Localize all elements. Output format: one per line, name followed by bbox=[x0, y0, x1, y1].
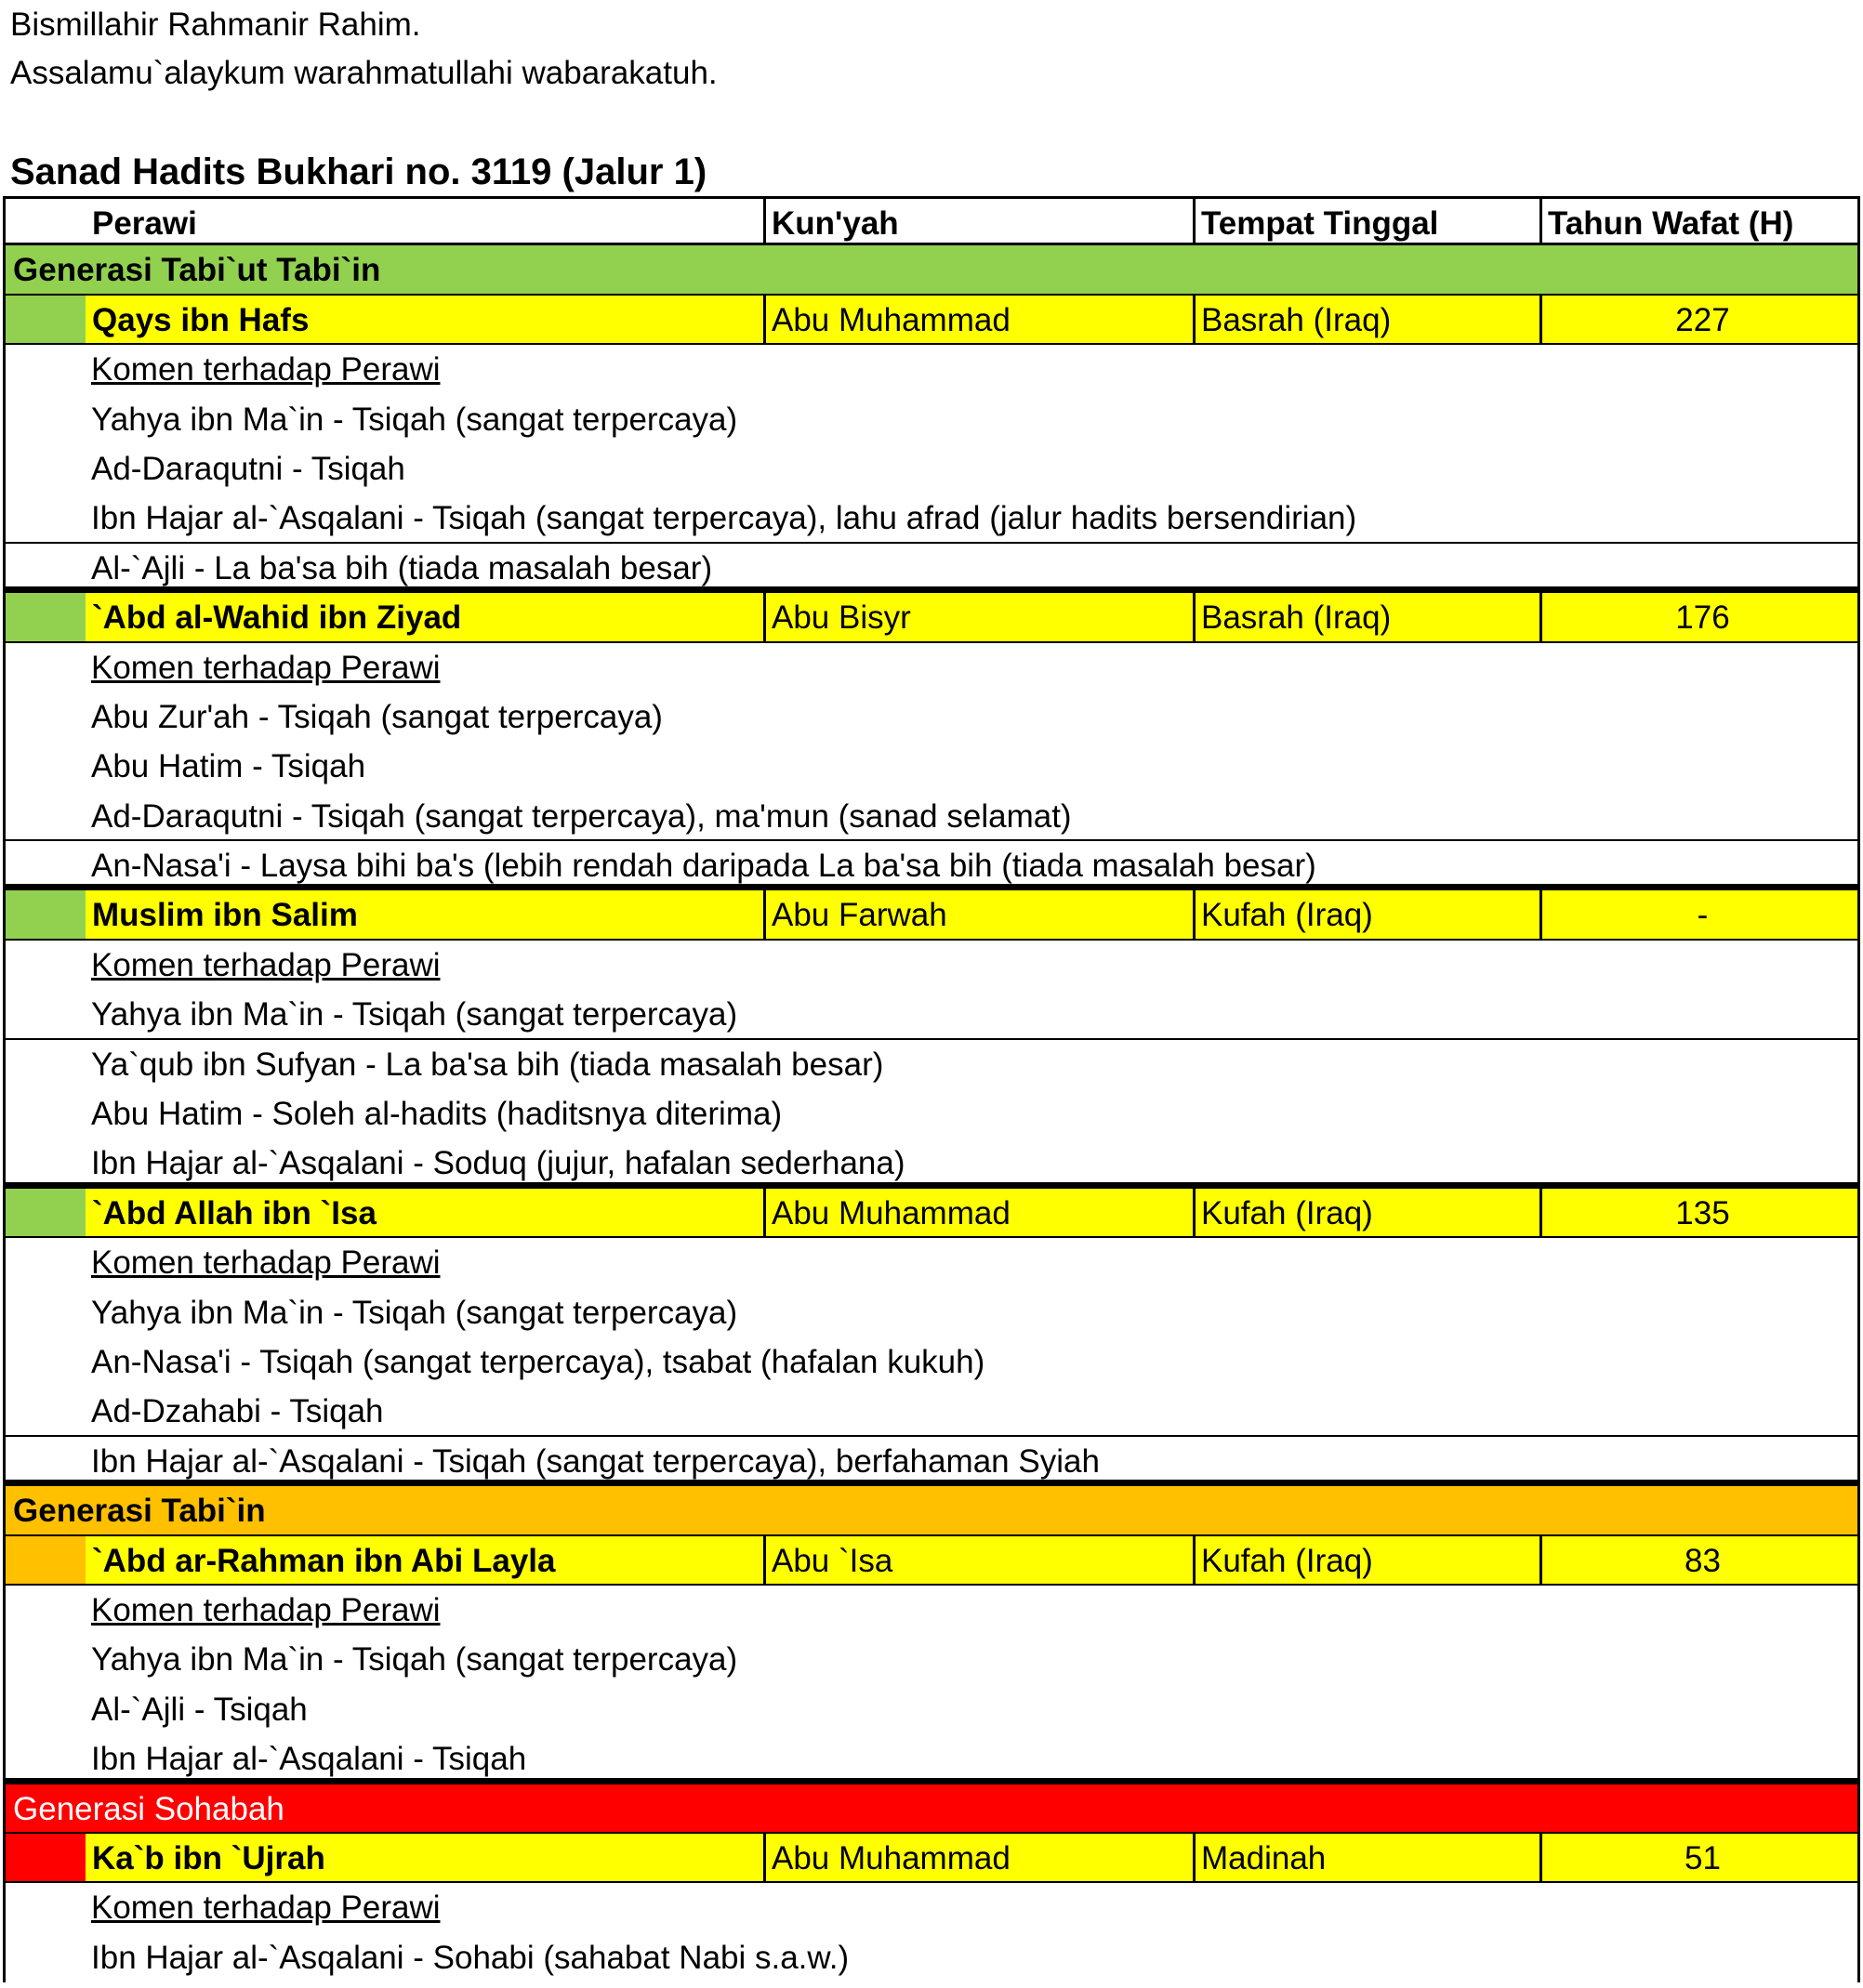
generation-marker bbox=[6, 593, 86, 640]
narrator-kunyah: Abu Farwah bbox=[763, 890, 1193, 938]
comment-text: Abu Hatim - Soleh al-hadits (haditsnya diterima) bbox=[91, 1096, 783, 1133]
comment-text: Ibn Hajar al-`Asqalani - Tsiqah (sangat terpercaya), berfahaman Syiah bbox=[91, 1442, 1100, 1480]
narrator-tempat: Basrah (Iraq) bbox=[1193, 593, 1539, 640]
comment-text: Ibn Hajar al-`Asqalani - Tsiqah (sangat terpercaya), lahu afrad (jalur hadits bersendirian) bbox=[91, 500, 1357, 537]
comment-row bbox=[3, 444, 1860, 494]
narrator-name: Qays ibn Hafs bbox=[92, 301, 310, 338]
header-marker-cell bbox=[6, 199, 86, 243]
generation-row-tabiut-tabiin: Generasi Tabi`ut Tabi`in bbox=[3, 245, 1860, 295]
comment-row bbox=[3, 1288, 1860, 1337]
narrator-wafat: 227 bbox=[1539, 296, 1863, 343]
comment-text: Ibn Hajar al-`Asqalani - Sohabi (sahabat Nabi s.a.w.) bbox=[91, 1939, 850, 1976]
document-title: Sanad Hadits Bukhari no. 3119 (Jalur 1) bbox=[10, 151, 707, 192]
generation-marker bbox=[6, 890, 86, 938]
narrator-kunyah: Abu Bisyr bbox=[763, 593, 1193, 640]
narrator-name: Muslim ibn Salim bbox=[92, 897, 358, 934]
comment-text: Ad-Daraqutni - Tsiqah bbox=[91, 450, 405, 487]
generation-marker bbox=[6, 1834, 86, 1881]
comment-row bbox=[3, 1089, 1860, 1139]
header-tempat-tinggal: Tempat Tinggal bbox=[1193, 199, 1539, 243]
narrator-tempat: Kufah (Iraq) bbox=[1193, 890, 1539, 938]
generation-marker bbox=[6, 296, 86, 343]
narrator-row bbox=[3, 1536, 1860, 1586]
comment-text: An-Nasa'i - Tsiqah (sangat terpercaya), tsabat (hafalan kukuh) bbox=[91, 1343, 985, 1380]
comment-text: Al-`Ajli - Tsiqah bbox=[91, 1691, 308, 1728]
comment-heading: Komen terhadap Perawi bbox=[91, 351, 441, 388]
comment-row bbox=[3, 1387, 1860, 1436]
comment-heading-row bbox=[3, 1586, 1860, 1635]
comment-row bbox=[3, 1933, 1860, 1982]
comment-heading-row bbox=[3, 1883, 1860, 1932]
comment-heading: Komen terhadap Perawi bbox=[91, 946, 441, 983]
comment-heading: Komen terhadap Perawi bbox=[91, 1244, 441, 1282]
comment-row bbox=[3, 692, 1860, 742]
comment-text: An-Nasa'i - Laysa bihi ba's (lebih rendah daripada La ba'sa bih (tiada masalah besar) bbox=[91, 848, 1316, 885]
sanad-table bbox=[3, 196, 1860, 1982]
comment-heading-row bbox=[3, 1238, 1860, 1287]
narrator-tempat: Madinah bbox=[1193, 1834, 1539, 1881]
comment-text: Ad-Dzahabi - Tsiqah bbox=[91, 1393, 384, 1430]
comment-text: Ibn Hajar al-`Asqalani - Tsiqah bbox=[91, 1741, 527, 1778]
comment-text: Yahya ibn Ma`in - Tsiqah (sangat terpercaya) bbox=[91, 1294, 738, 1331]
comment-heading: Komen terhadap Perawi bbox=[91, 649, 441, 686]
generation-marker bbox=[6, 1189, 86, 1236]
comment-heading-row bbox=[3, 643, 1860, 692]
narrator-name: `Abd Allah ibn `Isa bbox=[92, 1194, 377, 1231]
comment-text: Yahya ibn Ma`in - Tsiqah (sangat terpercaya) bbox=[91, 996, 738, 1033]
greeting-line-2: Assalamu`alaykum warahmatullahi wabarakatuh. bbox=[10, 55, 718, 91]
comment-row bbox=[3, 1437, 1860, 1486]
comment-row bbox=[3, 1040, 1860, 1089]
comment-heading: Komen terhadap Perawi bbox=[91, 1889, 441, 1927]
comment-row bbox=[3, 1635, 1860, 1684]
comment-row bbox=[3, 1139, 1860, 1188]
narrator-tempat: Basrah (Iraq) bbox=[1193, 296, 1539, 343]
generation-row-tabiin: Generasi Tabi`in bbox=[3, 1486, 1860, 1535]
comment-heading: Komen terhadap Perawi bbox=[91, 1591, 441, 1628]
comment-text: Ad-Daraqutni - Tsiqah (sangat terpercaya), ma'mun (sanad selamat) bbox=[91, 797, 1072, 835]
narrator-row bbox=[3, 1189, 1860, 1238]
header-tahun-wafat: Tahun Wafat (H) bbox=[1539, 199, 1863, 243]
narrator-name: `Abd al-Wahid ibn Ziyad bbox=[92, 599, 462, 637]
comment-text: Al-`Ajli - La ba'sa bih (tiada masalah besar) bbox=[91, 549, 713, 586]
comment-heading-row bbox=[3, 345, 1860, 394]
narrator-wafat: 51 bbox=[1539, 1834, 1863, 1881]
comment-text: Yahya ibn Ma`in - Tsiqah (sangat terpercaya) bbox=[91, 401, 738, 438]
narrator-wafat: 83 bbox=[1539, 1536, 1863, 1584]
narrator-kunyah: Abu Muhammad bbox=[763, 1189, 1193, 1236]
generation-row-sohabah: Generasi Sohabah bbox=[3, 1784, 1860, 1834]
narrator-row bbox=[3, 1834, 1860, 1883]
comment-text: Yahya ibn Ma`in - Tsiqah (sangat terpercaya) bbox=[91, 1641, 738, 1679]
generation-marker bbox=[6, 1536, 86, 1584]
comment-row bbox=[3, 1685, 1860, 1734]
narrator-wafat: 176 bbox=[1539, 593, 1863, 640]
narrator-name: `Abd ar-Rahman ibn Abi Layla bbox=[92, 1542, 556, 1579]
header-perawi: Perawi bbox=[92, 205, 197, 242]
comment-row bbox=[3, 544, 1860, 593]
comment-row bbox=[3, 494, 1860, 543]
narrator-kunyah: Abu `Isa bbox=[763, 1536, 1193, 1584]
narrator-kunyah: Abu Muhammad bbox=[763, 1834, 1193, 1881]
comment-row bbox=[3, 990, 1860, 1039]
comment-text: Abu Hatim - Tsiqah bbox=[91, 748, 366, 785]
comment-row bbox=[3, 1337, 1860, 1387]
narrator-tempat: Kufah (Iraq) bbox=[1193, 1536, 1539, 1584]
narrator-row bbox=[3, 890, 1860, 940]
narrator-row bbox=[3, 296, 1860, 345]
comment-row bbox=[3, 1734, 1860, 1784]
header-kunyah: Kun'yah bbox=[763, 199, 1193, 243]
comment-row bbox=[3, 395, 1860, 444]
narrator-wafat: - bbox=[1539, 890, 1863, 938]
comment-heading-row bbox=[3, 941, 1860, 990]
narrator-wafat: 135 bbox=[1539, 1189, 1863, 1236]
comment-row bbox=[3, 742, 1860, 791]
narrator-name: Ka`b ibn `Ujrah bbox=[92, 1839, 325, 1876]
comment-text: Ya`qub ibn Sufyan - La ba'sa bih (tiada masalah besar) bbox=[91, 1046, 884, 1083]
narrator-row bbox=[3, 593, 1860, 642]
comment-text: Ibn Hajar al-`Asqalani - Soduq (jujur, hafalan sederhana) bbox=[91, 1145, 905, 1182]
narrator-kunyah: Abu Muhammad bbox=[763, 296, 1193, 343]
comment-row bbox=[3, 792, 1860, 841]
table-header-row bbox=[3, 196, 1860, 245]
comment-text: Abu Zur'ah - Tsiqah (sangat terpercaya) bbox=[91, 698, 663, 735]
narrator-tempat: Kufah (Iraq) bbox=[1193, 1189, 1539, 1236]
greeting-line-1: Bismillahir Rahmanir Rahim. bbox=[10, 7, 421, 43]
comment-row bbox=[3, 841, 1860, 890]
